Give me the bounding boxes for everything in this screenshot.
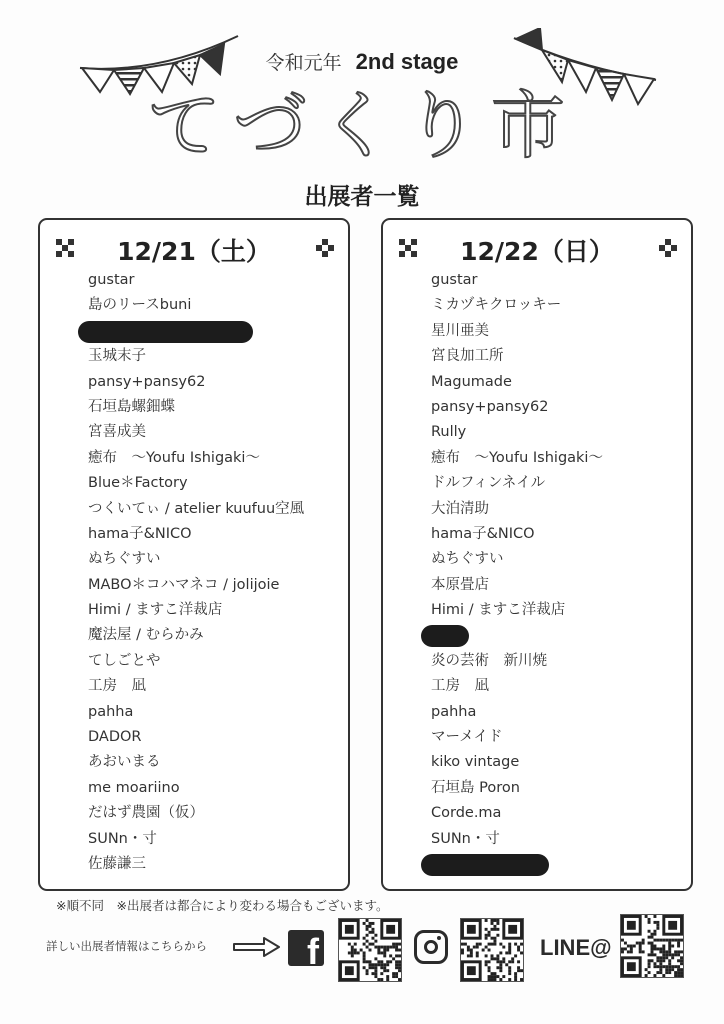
day1-date: 12/21（土）: [117, 237, 271, 266]
checker-ornament-icon: [316, 239, 334, 257]
exhibitor-item: Rully: [431, 424, 467, 441]
redaction-bar: [78, 321, 253, 343]
exhibitor-item: 石垣島 Poron: [431, 779, 520, 796]
exhibitor-item: hama子&NICO: [431, 525, 535, 542]
redaction-bar: [421, 625, 469, 647]
exhibitor-item: だはず農園（仮）: [88, 805, 204, 822]
exhibitor-item: マーメイド: [431, 729, 503, 746]
exhibitor-item: 工房 凪: [88, 678, 146, 695]
exhibitor-item: 魔法屋 / むらかみ: [88, 627, 204, 644]
redacted-entry: [88, 319, 304, 344]
exhibitor-item: つくいてぃ / atelier kuufuu空風: [88, 500, 305, 517]
exhibitor-list-heading: 出展者一覧: [304, 184, 420, 210]
day2-panel: [381, 218, 693, 891]
redacted-entry: [431, 852, 603, 877]
era-label: 令和元年: [265, 52, 342, 74]
exhibitor-item: gustar: [88, 272, 135, 288]
exhibitor-item: kiko vintage: [431, 754, 520, 771]
exhibitor-item: 本原畳店: [431, 576, 489, 593]
exhibitor-item: gustar: [431, 272, 478, 288]
exhibitor-item: 玉城末子: [88, 348, 146, 365]
exhibitor-item: あおいまる: [88, 754, 161, 771]
exhibitor-item: Corde.ma: [431, 805, 502, 822]
exhibitor-item: ドルフィンネイル: [431, 475, 546, 492]
exhibitor-item: 工房 凪: [431, 678, 489, 695]
exhibitor-item: me moariino: [88, 779, 180, 796]
exhibitor-item: hama子&NICO: [88, 525, 192, 542]
qr-code-line[interactable]: [620, 914, 684, 978]
exhibitor-item: 癒布 ～Youfu Ishigaki～: [431, 449, 603, 466]
day1-exhibitor-list: [88, 268, 304, 877]
instagram-icon[interactable]: [414, 930, 448, 964]
exhibitor-item: 島のリースbuni: [88, 297, 192, 314]
redacted-entry: [431, 623, 603, 648]
exhibitor-item: 炎の芸術 新川焼: [431, 652, 547, 669]
exhibitor-item: Himi / ますこ洋裁店: [431, 602, 566, 619]
exhibitor-item: Magumade: [431, 373, 512, 390]
exhibitor-item: ぬちぐすい: [431, 551, 504, 568]
checker-ornament-icon: [659, 239, 677, 257]
exhibitor-item: 石垣島螺鈿蝶: [88, 398, 175, 415]
facebook-icon[interactable]: f: [288, 930, 324, 966]
exhibitor-item: MABO＊コハマネコ / jolijoie: [88, 576, 280, 593]
day1-panel: [38, 218, 350, 891]
exhibitor-item: SUNn・寸: [431, 830, 500, 847]
exhibitor-item: pahha: [431, 703, 477, 720]
exhibitor-item: てしごとや: [88, 652, 161, 669]
exhibitor-item: Blue＊Factory: [88, 475, 188, 492]
exhibitor-item: DADOR: [88, 729, 142, 746]
exhibitor-item: Himi / ますこ洋裁店: [88, 602, 223, 619]
day2-exhibitor-list: [431, 268, 603, 877]
event-subtitle: [0, 48, 724, 75]
page-title: てづくり市: [147, 83, 577, 169]
qr-code-facebook[interactable]: [338, 918, 402, 982]
exhibitor-item: ミカヅキクロッキー: [431, 297, 562, 314]
exhibitor-item: 星川亜美: [431, 322, 489, 339]
exhibitor-item: pansy+pansy62: [88, 373, 206, 390]
stage-label: 2nd stage: [355, 49, 459, 74]
exhibitor-item: 宮喜成美: [88, 424, 146, 441]
redaction-bar: [421, 854, 549, 876]
exhibitor-item: 大泊清助: [431, 500, 489, 517]
footer-note: ※順不同 ※出展者は都合により変わる場合もございます。: [56, 898, 389, 913]
qr-code-instagram[interactable]: [460, 918, 524, 982]
exhibitor-item: 癒布 ～Youfu Ishigaki～: [88, 449, 260, 466]
day2-date: 12/22（日）: [460, 237, 614, 266]
line-logo[interactable]: LINE@: [540, 935, 612, 960]
exhibitor-item: pahha: [88, 703, 134, 720]
exhibitor-item: ぬちぐすい: [88, 551, 161, 568]
exhibitor-item: SUNn・寸: [88, 830, 157, 847]
exhibitor-item: pansy+pansy62: [431, 398, 549, 415]
exhibitor-item: 佐藤謙三: [88, 855, 146, 872]
exhibitor-item: 宮良加工所: [431, 348, 504, 365]
right-arrow-icon: [232, 936, 282, 958]
follow-text: 詳しい出展者情報はこちらから: [46, 939, 207, 953]
